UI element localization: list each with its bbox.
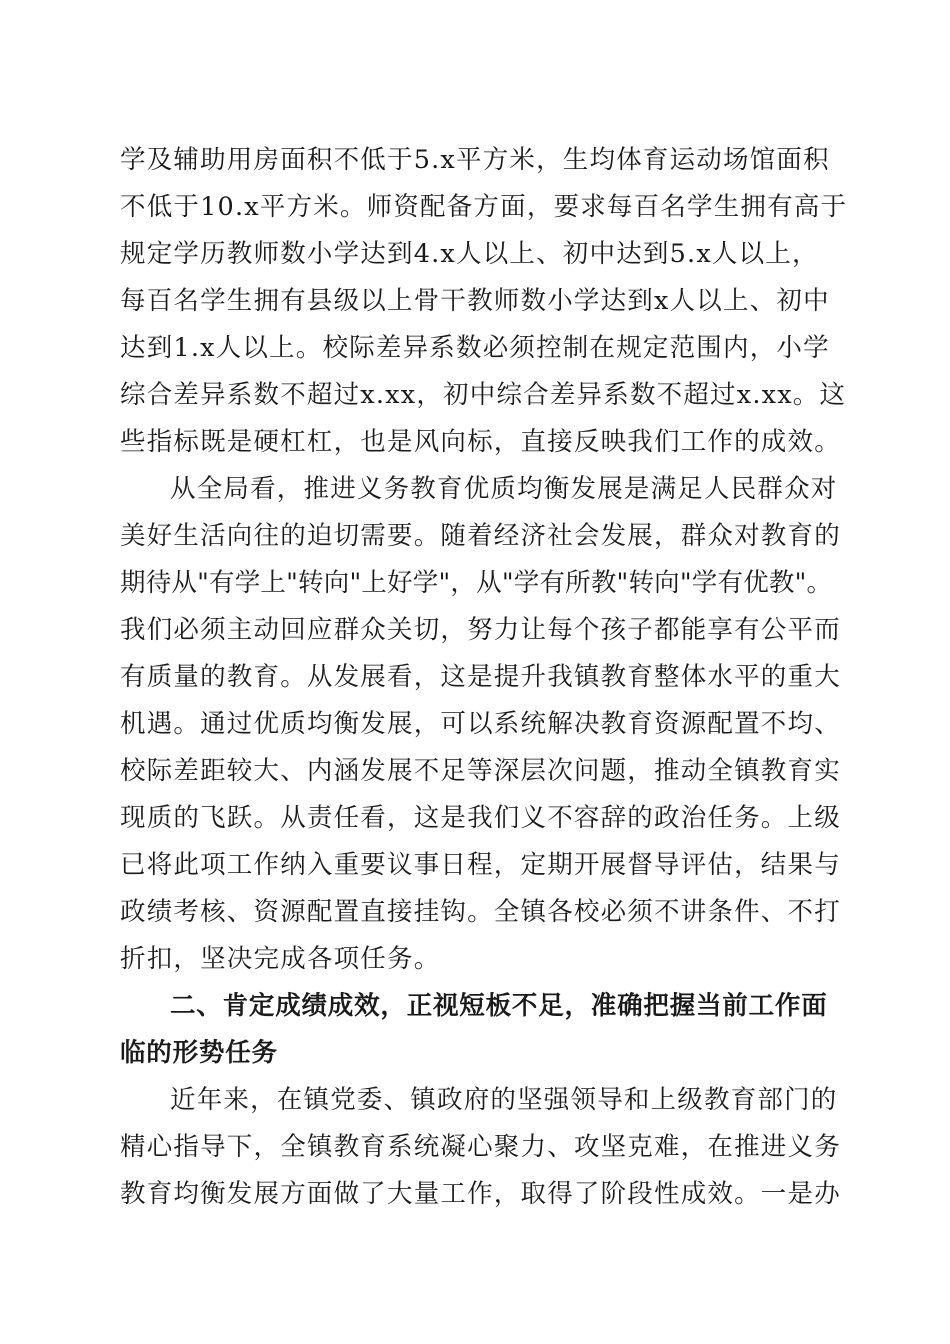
text-line: 期待从"有学上"转向"上好学"，从"学有所教"转向"学有优教"。 <box>120 568 833 598</box>
heading-line: 临的形势任务 <box>120 1038 278 1068</box>
text-line: 近年来，在镇党委、镇政府的坚强领导和上级教育部门的 <box>170 1085 838 1115</box>
text-line: 现质的飞跃。从责任看，这是我们义不容辞的政治任务。上级 <box>120 803 841 833</box>
text-line: 达到1.x人以上。校际差异系数必须控制在规定范围内，小学 <box>120 333 830 363</box>
text-line: 美好生活向往的迫切需要。随着经济社会发展，群众对教育的 <box>120 521 841 551</box>
heading-line: 二、肯定成绩成效，正视短板不足，准确把握当前工作面 <box>170 991 828 1021</box>
text-line: 机遇。通过优质均衡发展，可以系统解决教育资源配置不均、 <box>120 709 841 739</box>
text-line: 教育均衡发展方面做了大量工作，取得了阶段性成效。一是办 <box>120 1179 841 1209</box>
text-line: 规定学历教师数小学达到4.x人以上、初中达到5.x人以上， <box>120 239 819 269</box>
text-line: 从全局看，推进义务教育优质均衡发展是满足人民群众对 <box>170 474 838 504</box>
text-line: 学及辅助用房面积不低于5.x平方米，生均体育运动场馆面积 <box>120 145 830 175</box>
text-line: 已将此项工作纳入重要议事日程，定期开展督导评估，结果与 <box>120 850 841 880</box>
text-line: 每百名学生拥有县级以上骨干教师数小学达到x人以上、初中 <box>120 286 830 316</box>
text-line: 精心指导下，全镇教育系统凝心聚力、攻坚克难，在推进义务 <box>120 1132 841 1162</box>
text-line: 综合差异系数不超过x.xx，初中综合差异系数不超过x.xx。这 <box>120 380 847 410</box>
text-line: 我们必须主动回应群众关切，努力让每个孩子都能享有公平而 <box>120 615 841 645</box>
text-line: 政绩考核、资源配置直接挂钩。全镇各校必须不讲条件、不打 <box>120 897 841 927</box>
text-line: 折扣，坚决完成各项任务。 <box>120 944 441 974</box>
text-line: 不低于10.x平方米。师资配备方面，要求每百名学生拥有高于 <box>120 192 848 222</box>
text-line: 校际差距较大、内涵发展不足等深层次问题，推动全镇教育实 <box>120 756 841 786</box>
text-line: 有质量的教育。从发展看，这是提升我镇教育整体水平的重大 <box>120 662 841 692</box>
text-line: 些指标既是硬杠杠，也是风向标，直接反映我们工作的成效。 <box>120 427 841 457</box>
